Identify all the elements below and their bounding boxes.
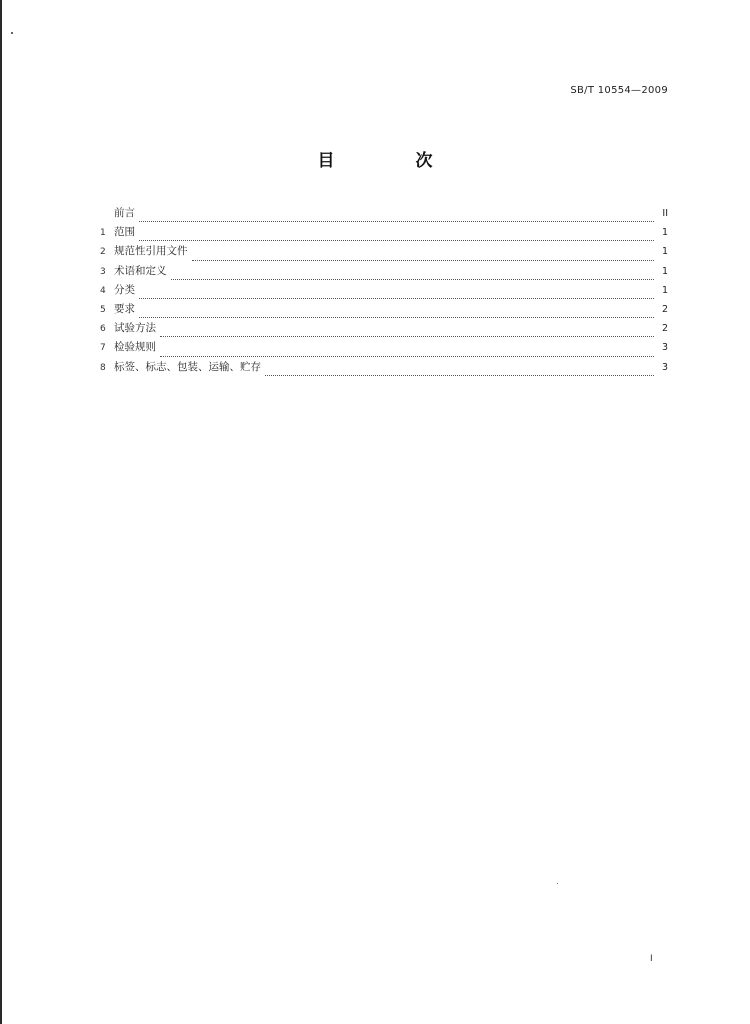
toc-entry-page: 1 — [661, 284, 668, 296]
toc-entry-number: 6 — [100, 324, 106, 335]
toc-dot-leader — [139, 220, 654, 222]
toc-entry-page: 1 — [661, 227, 668, 239]
toc-entry[interactable] — [100, 224, 668, 243]
table-of-contents — [100, 205, 668, 378]
toc-entry[interactable] — [100, 359, 668, 378]
toc-dot-leader — [139, 239, 654, 241]
toc-dot-leader — [160, 335, 654, 337]
toc-entry[interactable] — [100, 339, 668, 358]
toc-entry[interactable] — [100, 243, 668, 262]
toc-entry-label: 标签、标志、包装、运输、贮存 — [114, 360, 261, 373]
toc-entry-label: 术语和定义 — [114, 264, 167, 277]
toc-entry-number: 8 — [100, 362, 106, 373]
toc-entry-page: 3 — [661, 342, 668, 354]
toc-entry-number: 4 — [100, 285, 106, 296]
toc-entry-number: 7 — [100, 343, 106, 354]
toc-entry-page: 3 — [661, 361, 668, 373]
toc-dot-leader — [265, 374, 654, 376]
toc-entry-number: 3 — [100, 266, 106, 277]
toc-entry[interactable] — [100, 301, 668, 320]
standard-code: SB/T 10554—2009 — [570, 85, 668, 96]
toc-entry[interactable] — [100, 205, 668, 224]
toc-entry-number: 1 — [100, 228, 106, 239]
toc-entry-label: 前言 — [114, 207, 135, 219]
toc-entry-page: 1 — [661, 265, 668, 277]
toc-entry-page: 2 — [661, 303, 668, 315]
toc-entry-label: 分类 — [114, 283, 135, 296]
toc-entry-page: 2 — [661, 323, 668, 335]
toc-entry[interactable] — [100, 263, 668, 282]
page-number: I — [650, 954, 653, 964]
toc-dot-leader — [171, 278, 655, 280]
toc-entry-label: 规范性引用文件 — [114, 245, 188, 258]
page-title: 目 次 — [317, 151, 465, 171]
toc-dot-leader — [160, 355, 654, 357]
toc-dot-leader — [139, 316, 654, 318]
toc-entry-page: II — [662, 208, 668, 219]
toc-entry[interactable] — [100, 320, 668, 339]
toc-entry-number: 5 — [100, 304, 106, 315]
toc-entry-number: 2 — [100, 247, 106, 258]
toc-entry-label: 试验方法 — [114, 322, 156, 335]
toc-entry-page: 1 — [661, 246, 668, 258]
scan-speck — [557, 883, 558, 884]
toc-entry[interactable] — [100, 282, 668, 301]
toc-entry-label: 范围 — [114, 226, 135, 239]
scan-speck — [11, 32, 13, 34]
toc-entry-label: 要求 — [114, 302, 135, 315]
toc-entry-label: 检验规则 — [114, 341, 156, 354]
toc-dot-leader — [192, 259, 655, 261]
toc-dot-leader — [139, 297, 654, 299]
